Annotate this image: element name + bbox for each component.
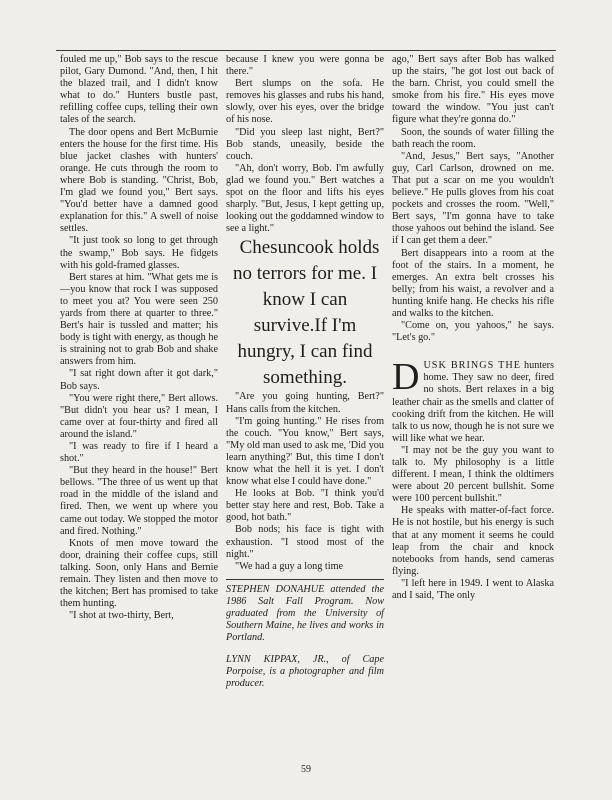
pull-quote: Chesuncook holds no terrors for me. I know I can survive.If I'm hungry, I can find something. bbox=[232, 237, 380, 389]
paragraph: "It just took so long to get through the swamp," Bob says. He fidgets with his gold-framed glasses. bbox=[60, 235, 218, 271]
paragraph: He speaks with matter-of-fact force. He is not hostile, but his energy is such that at any moment it seems he could leap from the chair and knock notebooks from hands, send cameras flying. bbox=[392, 505, 554, 577]
top-rule bbox=[56, 50, 556, 51]
paragraph: "I shot at two-thirty, Bert, bbox=[69, 610, 174, 622]
paragraph: "I'm going hunting." He rises from the couch. "You know," Bert says, "My old man used to ask me, 'Did you learn anything?' But, this time I don't know what the hell it is yet. I don't know what else I could have done." bbox=[226, 415, 384, 488]
paragraph: He looks at Bob. "I think you'd better stay here and rest, Bob. Take a good, hot bath." bbox=[226, 488, 384, 524]
paragraph: Bert stares at him. "What gets me is—you know that rock I was supposed to meet you at? You were seen 250 yards from there at quarter to three." Bert's hair is tussled and matter; his body is tight with energy, as though he is straining not to grab Bob and shake answers from him. bbox=[60, 271, 218, 368]
column-2 bbox=[226, 54, 384, 701]
contributor-bio: LYNN KIPPAX, JR., of Cape Porpoise, is a photographer and film producer. bbox=[226, 654, 384, 690]
section-first-text: hunters home. They saw no deer, fired no shots. Bert relaxes in a big leather chair as the smells and clatter of cooking drift from the kitchen. He will talk to us now, though he is not sure we will like what we hear. bbox=[392, 360, 554, 444]
contributor-bio: STEPHEN DONAHUE attended the 1986 Salt Fall Program. Now graduated from the University of Southern Maine, he lives and works in Portland. bbox=[226, 583, 384, 644]
section-opening bbox=[392, 356, 554, 445]
page-number: 59 bbox=[301, 764, 311, 775]
column-1 bbox=[60, 54, 218, 622]
section-lead-in: USK BRINGS THE bbox=[423, 360, 521, 372]
paragraph: fouled me up," Bob says to the rescue pilot, Gary Dumond. "And, then, I hit the blazed trail, and I didn't know what to do." Hunters bustle past, refilling coffee cups, telling their own tales of the search. bbox=[60, 54, 218, 126]
paragraph: "We had a guy a long time bbox=[235, 560, 344, 572]
paragraph: "Ah, don't worry, Bob. I'm awfully glad we found you." Bert watches a spot on the floor and lifts his eyes sharply. "But, Jesus, I kept getting up, looking out the goddamned window to see a light." bbox=[226, 162, 384, 235]
paragraph: "Are you going hunting, Bert?" Hans calls from the kitchen. bbox=[226, 391, 384, 415]
paragraph: "I was ready to fire if I heard a shot." bbox=[60, 441, 218, 465]
paragraph: "Did you sleep last night, Bert?" Bob stands, uneasily, beside the couch. bbox=[226, 126, 384, 162]
paragraph: "I sat right down after it got dark," Bob says. bbox=[60, 368, 218, 392]
paragraph: Knots of men move toward the door, draining their coffee cups, still talking. Soon, only Hans and Bernie remain. They listen and then move to the kitchen; Bert has promised to take them hunting. bbox=[60, 537, 218, 610]
paragraph: "I left here in 1949. I went to Alaska and I said, 'The only bbox=[392, 577, 554, 602]
drop-cap: D bbox=[392, 356, 420, 399]
paragraph: The door opens and Bert McBurnie enters the house for the first time. His blue jacket clashes with hunters' orange. He cuts through the room to where Bob is standing. "Christ, Bob, I'm glad we found you," Bert says. "You'd better have a damned good explanation for this." A swell of noise settles. bbox=[60, 126, 218, 235]
paragraph: "I may not be the guy you want to talk to. My philosophy is a little different. I mean, I think the oldtimers were about 20 percent bullshit. Some were 100 percent bullshit." bbox=[392, 444, 554, 505]
paragraph: Soon, the sounds of water filling the bath reach the room. bbox=[392, 126, 554, 150]
paragraph: because I knew you were gonna be there." bbox=[226, 54, 384, 78]
paragraph: Bert disappears into a room at the foot of the stairs. In a moment, he emerges. An extra belt crosses his belly; from his waist, a revolver and a hunting knife hang. He checks his rifle and walks to the kitchen. bbox=[392, 247, 554, 319]
paragraph: "You were right there," Bert allows. "But didn't you hear us? I mean, I came over at four-thirty and fired all around the island." bbox=[60, 392, 218, 440]
paragraph: "Come on, you yahoos," he says. "Let's go." bbox=[392, 320, 554, 344]
paragraph: ago," Bert says after Bob has walked up the stairs, "he got lost out back of the barn. Christ, you could smell the smoke from his fire." His eyes move toward the window. "You just can't figure what they're gonna do." bbox=[392, 54, 554, 126]
column-3 bbox=[392, 54, 554, 602]
paragraph: "But they heard in the house!" Bert bellows. "The three of us went up that road in the middle of the island and fired. Then, we went up where you came out today. We stopped the motor and fired. Nothing." bbox=[60, 465, 218, 537]
paragraph: Bert slumps on the sofa. He removes his glasses and rubs his hand, slowly, over his eyes, over the bridge of his nose. bbox=[226, 78, 384, 126]
paragraph: Bob nods; his face is tight with exhaustion. "I stood most of the night." bbox=[226, 524, 384, 560]
contributor-notes bbox=[226, 579, 384, 691]
paragraph: "And, Jesus," Bert says, "Another guy, Carl Carlson, drowned on me. That put a scar on me you wouldn't believe." He pulls gloves from his coat pockets and crosses the room. "Well," Bert says, "I'm gonna have to take those yahoos out behind the island. See if I can get them a deer." bbox=[392, 150, 554, 247]
